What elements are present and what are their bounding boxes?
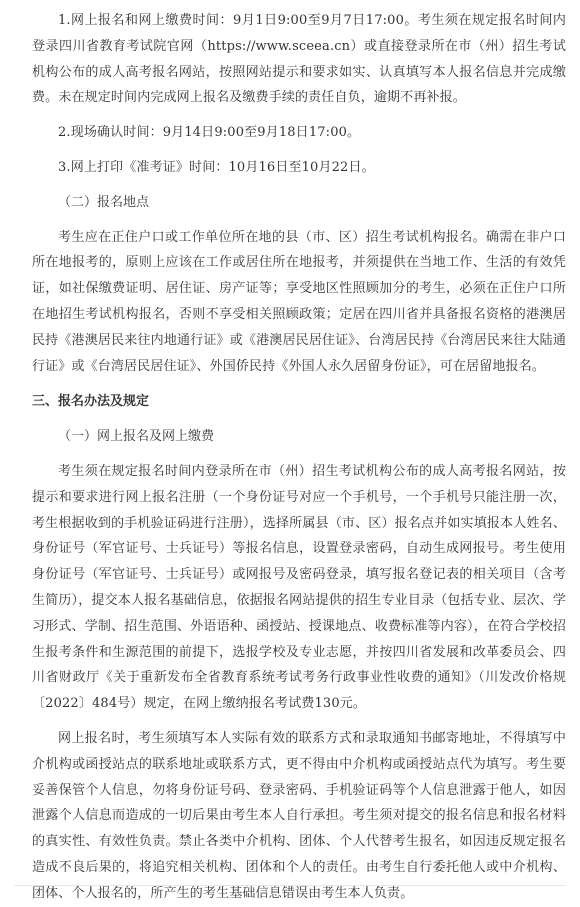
paragraph-admission-ticket-time: 3.网上打印《准考证》时间：10月16日至10月22日。 xyxy=(58,159,375,175)
paragraph-online-registration: 考生须在规定报名时间内登录所在市（州）招生考试机构公布的成人高考报名网站，按提示和要求进行网上报名注册（一个身份证号对应一个手机号，一个手机号只能注册一次，考生根据收到的手机验证码进行注册），选择所属县（市、区）报名点并如实填报本人姓名、身份证号（军官证号、士兵证号）等报名信息，设置登录密码，自动生成网报号。考生使用身份证号（军官证号、士兵证号）或网报号及密码登录，填写报名登记表的相关项目（含考生简历），提交本人报名基础信息，依据报名网站提供的招生专业目录（包括专业、层次、学习形式、学制、招生范围、外语语种、函授站、授课地点、收费标准等内容），在符合学校招生报考条件和生源范围的前提下，选报学校及专业志愿，并按四川省发展和改革委员会、四川省财政厅《关于重新发布全省教育系统考试考务行政事业性收费的通知》（川发改价格规〔2022〕484号）规定，在网上缴纳报名考试费130元。 xyxy=(32,463,566,712)
paragraph-registration-rules: 网上报名时，考生须填写本人实际有效的联系方式和录取通知书邮寄地址，不得填写中介机构或函授站点的联系地址或联系方式，更不得由中介机构或函授站点代为填写。考生要妥善保管个人信息，勿将身份证号码、登录密码、手机验证码等个人信息泄露于他人，如因泄露个人信息而造成的一切后果由考生本人自行承担。考生须对提交的报名信息和报名材料的真实性、有效性负责。禁止各类中介机构、团体、个人代替考生报名，如因违反规定报名造成不良后果的，将追究相关机构、团体和个人的责任。由考生自行委托他人或中介机构、团体、个人报名的，所产生的考生基础信息错误由考生本人负责。 xyxy=(32,730,566,901)
heading-section-three: 三、报名办法及规定 xyxy=(32,394,150,410)
paragraph-confirmation-time: 2.现场确认时间：9月14日9:00至9月18日17:00。 xyxy=(58,125,361,141)
heading-registration-location: （二）报名地点 xyxy=(58,194,150,210)
heading-online-registration: （一）网上报名及网上缴费 xyxy=(58,429,215,445)
paragraph-registration-time: 1.网上报名和网上缴费时间：9月1日9:00至9月7日17:00。考生须在规定报名时间内登录四川省教育考试院官网（https://www.sceea.cn）或直接登录所在市（州）招生考试机构公布的成人高考报名网站，按照网站提示和要求如实、认真填写本人报名信息并完成缴费。未在规定时间内完成网上报名及缴费手续的责任自负，逾期不再补报。 xyxy=(32,13,566,106)
paragraph-registration-location: 考生应在正住户口或工作单位所在地的县（市、区）招生考试机构报名。确需在非户口所在地报考的，原则上应该在工作或居住所在地报考，并须提供在当地工作、生活的有效凭证，如社保缴费证明、居住证、房产证等；享受地区性照顾加分的考生，必须在正住户口所在地招生考试机构报名，否则不享受相关照顾政策；定居在四川省并具备报名资格的港澳居民持《港澳居民来往内地通行证》或《港澳居民居住证》、台湾居民持《台湾居民来往大陆通行证》或《台湾居民居住证》、外国侨民持《外国人永久居留身份证》，可在居留地报名。 xyxy=(32,229,566,374)
bottom-divider xyxy=(14,885,566,886)
